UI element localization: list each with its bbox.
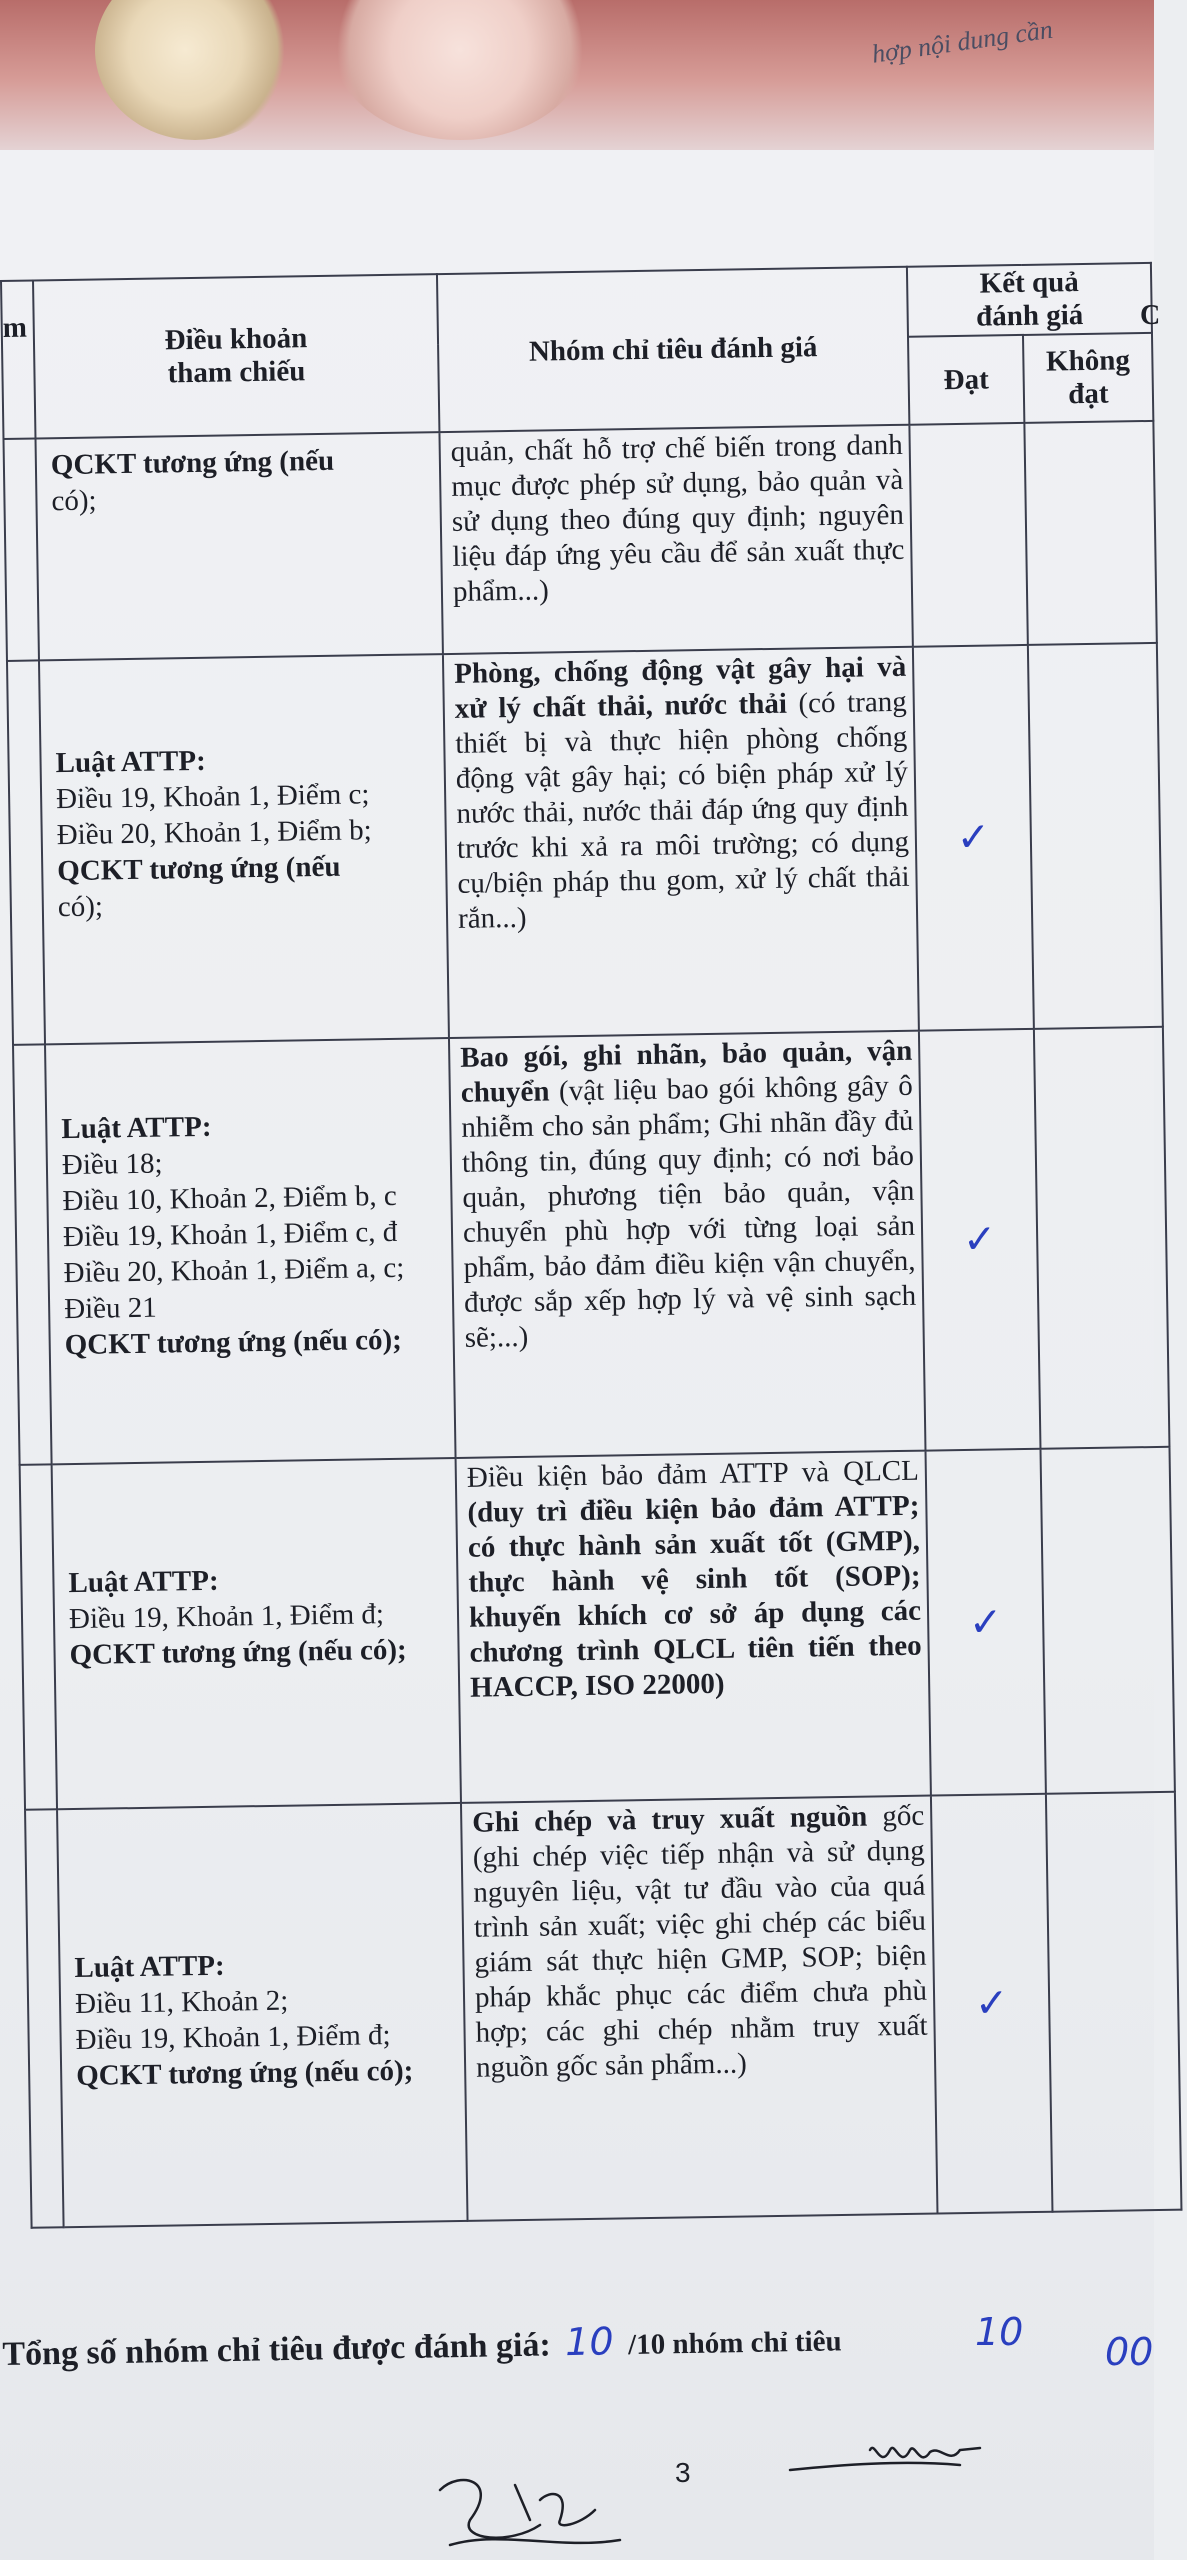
reference-line: Điều 21 <box>63 1291 158 1326</box>
pass-total-count: 10 <box>975 2310 1024 2354</box>
criteria-title: Phòng, chống động vật gây hại và xử lý chất thải, nước thải <box>453 650 907 725</box>
pass-cell <box>931 1794 1053 2214</box>
table-row <box>3 421 1156 661</box>
reference-title: Luật ATTP: <box>74 1949 225 1985</box>
criteria-cell <box>461 1796 938 2221</box>
evaluation-table <box>0 262 1182 2229</box>
rose-decoration <box>330 0 590 140</box>
header-pass: Đạt <box>908 335 1024 425</box>
header-reference <box>33 274 439 438</box>
reference-line: Điều 19, Khoản 1, Điểm c, đ <box>62 1215 398 1254</box>
reference-title: Luật ATTP: <box>61 1110 212 1146</box>
criteria-cell <box>449 1031 926 1458</box>
header-result-line2: đánh giá <box>975 298 1084 333</box>
fail-total-count: 00 <box>1105 2330 1154 2374</box>
reference-title: Luật ATTP: <box>55 744 206 780</box>
reference-line: Điều 20, Khoản 1, Điểm a, c; <box>63 1251 405 1290</box>
table-row <box>13 1027 1169 1465</box>
criteria-text: (có trang thiết bị và thực hiện phòng chống động vật gây hại; có biện pháp xử lý nước thải, nước thải đáp ứng quy định trước khi xả ra môi trường; có dụng cụ/biện pháp thu gom, xử lý chất thải rắn...) <box>455 685 910 935</box>
check-mark-icon: ✓ <box>974 1980 1009 2027</box>
reference-line: QCKT tương ứng (nếu có); <box>75 2054 414 2093</box>
criteria-text: Điều kiện bảo đảm ATTP và QLCL <box>466 1454 920 1494</box>
header-extra-column: C <box>1140 300 1161 331</box>
header-fail-line2: đạt <box>1068 377 1109 411</box>
reference-cell <box>52 1458 461 1809</box>
previous-page-text: hợp nội dung cần <box>870 14 1055 69</box>
fail-cell <box>1028 643 1163 1029</box>
criteria-text: gốc (ghi chép việc tiếp nhận và sử dụng nguyên liệu, vật tư đầu vào của quá trình sản xuất; việc ghi chép các biểu giám sát thực hiện GMP, SOP; biện pháp khắc phục các điểm chưa phù hợp; các ghi chép nhằm truy xuất nguồn gốc sản phẩm...) <box>472 1799 928 2084</box>
criteria-title: (duy trì điều kiện bảo đảm ATTP; có thực hành sản xuất tốt (GMP), thực hành vệ sinh tốt (SOP); khuyến khích cơ sở áp dụng các chương trình QLCL tiên tiến theo HACCP, ISO 22000) <box>467 1489 922 1704</box>
fail-cell <box>1034 1027 1170 1449</box>
reference-line: QCKT tương ứng (nếu có); <box>64 1323 403 1362</box>
check-mark-icon: ✓ <box>968 1598 1003 1646</box>
reference-cell <box>39 654 449 1044</box>
header-reference-line1: Điều khoản <box>164 322 308 357</box>
pass-cell <box>926 1449 1046 1796</box>
criteria-text: quản, chất hỗ trợ chế biến trong danh mục được phép sử dụng, bảo quản và sử dụng theo đúng quy định; nguyên liệu đáp ứng yêu cầu để sản xuất thực phẩm...) <box>450 428 905 608</box>
table-row <box>7 643 1163 1045</box>
check-mark-icon: ✓ <box>956 814 991 862</box>
criteria-cell <box>439 425 912 654</box>
rose-decoration <box>95 0 295 140</box>
criteria-text: (vật liệu bao gói không gây ô nhiễm cho sản phẩm; Ghi nhãn đầy đủ thông tin, đúng quy định; có nơi bảo quản, phương tiện bảo quản, vận chuyển phù hợp với từng loại sản phẩm, bảo đảm điều kiện vận chuyển, được sắp xếp hợp lý và vệ sinh sạch sẽ;...) <box>461 1069 917 1354</box>
header-criteria: Nhóm chỉ tiêu đánh giá <box>437 267 909 432</box>
reference-line: Điều 18; <box>61 1147 163 1182</box>
total-label: Tổng số nhóm chỉ tiêu được đánh giá: <box>2 2326 552 2373</box>
pass-cell <box>919 1029 1041 1451</box>
signature-right <box>780 2410 1030 2520</box>
criteria-title: Bao gói, ghi nhãn, bảo quản, vận chuyển <box>460 1034 913 1109</box>
criteria-cell <box>443 647 919 1038</box>
header-result-line1: Kết quả <box>979 266 1079 300</box>
evaluation-table-wrapper <box>0 262 1187 2360</box>
reference-cell <box>35 432 442 660</box>
reference-line: Điều 11, Khoản 2; <box>74 1984 289 2021</box>
reference-line: Điều 19, Khoản 1, Điểm c; <box>55 778 370 816</box>
criteria-cell <box>456 1451 931 1803</box>
header-result <box>907 263 1152 337</box>
reference-title: Luật ATTP: <box>68 1564 219 1600</box>
criteria-title: Ghi chép và truy xuất nguồn <box>472 1800 868 1839</box>
table-row <box>20 1447 1175 1810</box>
reference-line: có); <box>51 484 97 518</box>
reference-line: Điều 10, Khoản 2, Điểm b, c <box>62 1179 397 1218</box>
reference-line: QCKT tương ứng (nếu <box>50 444 335 482</box>
total-suffix: /10 nhóm chỉ tiêu <box>627 2325 842 2362</box>
header-col-index: m <box>1 280 35 438</box>
header-fail <box>1023 333 1153 423</box>
pass-cell <box>913 645 1034 1031</box>
table-row <box>25 1792 1181 2228</box>
reference-line: QCKT tương ứng (nếu <box>57 850 341 888</box>
total-handwritten-count: 10 <box>564 2319 614 2365</box>
reference-line: Điều 19, Khoản 1, Điểm đ; <box>75 2019 391 2057</box>
page-number: 3 <box>675 2457 691 2488</box>
reference-line: Điều 20, Khoản 1, Điểm b; <box>56 814 372 852</box>
reference-line: có); <box>57 890 104 924</box>
reference-line: QCKT tương ứng (nếu có); <box>69 1633 407 1672</box>
fail-cell <box>1040 1447 1174 1794</box>
reference-cell <box>57 1803 468 2227</box>
signature-left <box>420 2430 630 2560</box>
fail-cell <box>1046 1792 1182 2212</box>
check-mark-icon: ✓ <box>962 1216 997 1263</box>
reference-cell <box>45 1038 456 1464</box>
header-fail-line1: Không <box>1045 344 1131 378</box>
header-reference-line2: tham chiếu <box>167 355 306 390</box>
pass-cell <box>909 423 1027 647</box>
reference-line: Điều 19, Khoản 1, Điểm đ; <box>68 1598 385 1636</box>
fail-cell <box>1024 421 1156 645</box>
